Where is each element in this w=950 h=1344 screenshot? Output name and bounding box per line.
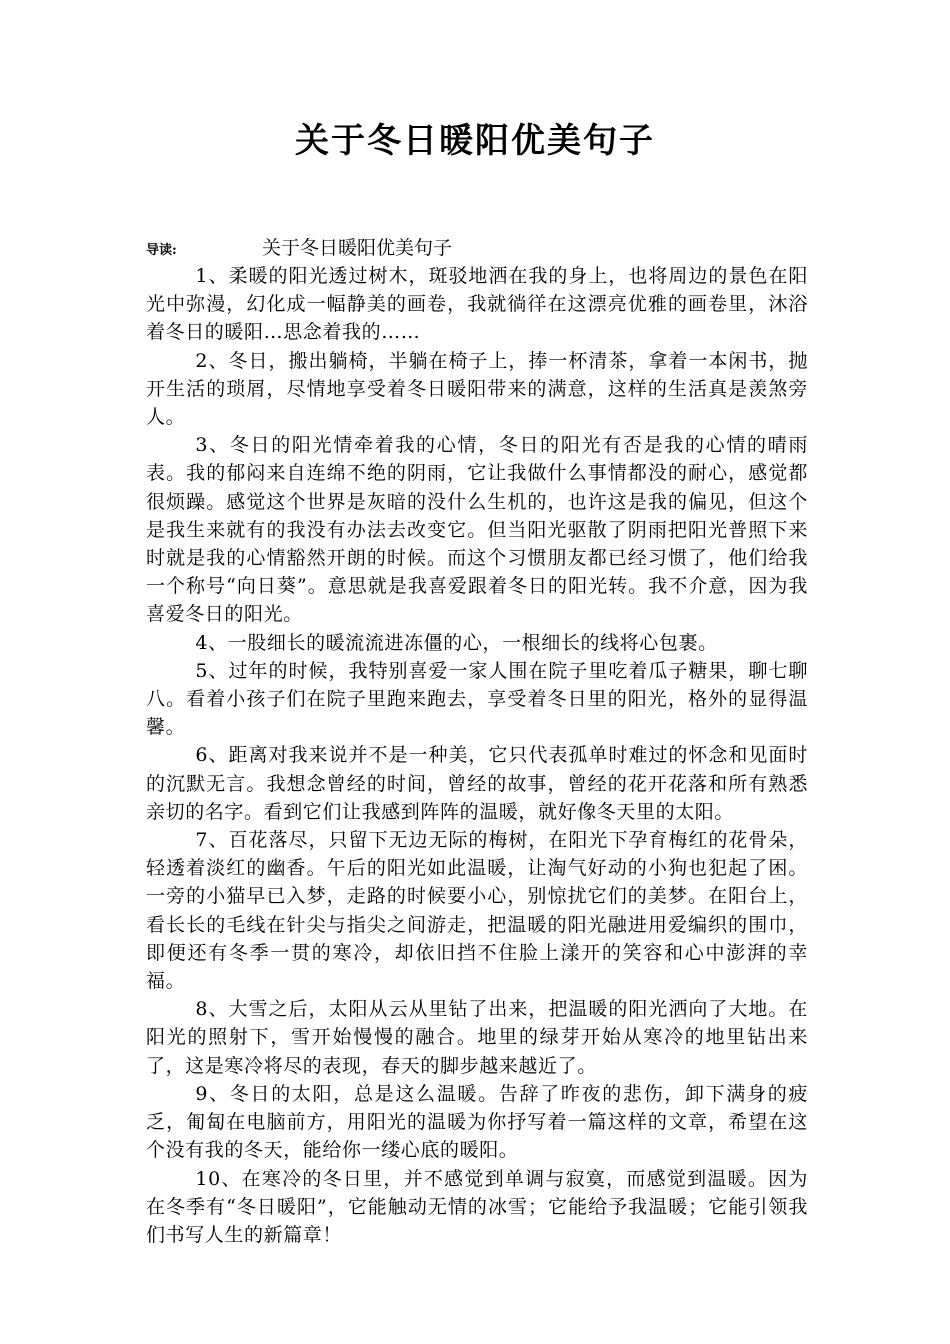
- paragraph-8: 8、大雪之后，太阳从云从里钻了出来，把温暖的阳光洒向了大地。在阳光的照射下，雪开始慢慢的融合。地里的绿芽开始从寒冷的地里钻出来了，这是寒冷将尽的表现，春天的脚步越来越近了。: [146, 998, 808, 1077]
- paragraph-9: 9、冬日的太阳，总是这么温暖。告辞了昨夜的悲伤，卸下满身的疲乏，匍匐在电脑前方，用阳光的温暖为你抒写着一篇这样的文章，希望在这个没有我的冬天，能给你一缕心底的暖阳。: [146, 1082, 808, 1162]
- lead-text: 关于冬日暖阳优美句子: [262, 237, 453, 259]
- paragraph-5: 5、过年的时候，我特别喜爱一家人围在院子里吃着瓜子糖果，聊七聊八。看着小孩子们在院子里跑来跑去，享受着冬日里的阳光，格外的显得温馨。: [146, 659, 808, 739]
- paragraph-3: 3、冬日的阳光情牵着我的心情，冬日的阳光有否是我的心情的晴雨表。我的郁闷来自连绵不绝的阴雨，它让我做什么事情都没的耐心，感觉都很烦躁。感觉这个世界是灰暗的没什么生机的，也许这是我的偏见，但这个是我生来就有的我没有办法去改变它。但当阳光驱散了阴雨把阳光普照下来时就是我的心情豁然开朗的时候。而这个习惯朋友都已经习惯了，他们给我一个称号“向日葵”。意思就是我喜爱跟着冬日的阳光转。我不介意，因为我喜爱冬日的阳光。: [146, 434, 808, 626]
- paragraph-2: 2、冬日，搬出躺椅，半躺在椅子上，捧一杯清茶，拿着一本闲书，抛开生活的琐屑，尽情地享受着冬日暖阳带来的满意，这样的生活真是羡煞旁人。: [146, 349, 808, 429]
- paragraph-7: 7、百花落尽，只留下无边无际的梅树，在阳光下孕育梅红的花骨朵，轻透着淡红的幽香。午后的阳光如此温暖，让淘气好动的小狗也犯起了困。一旁的小猫早已入梦，走路的时候要小心，别惊扰它们的美梦。在阳台上，看长长的毛线在针尖与指尖之间游走，把温暖的阳光融进用爱编织的围巾，即便还有冬季一贯的寒冷，却依旧挡不住脸上漾开的笑容和心中澎湃的幸福。: [146, 829, 808, 993]
- paragraph-6: 6、距离对我来说并不是一种美，它只代表孤单时难过的怀念和见面时的沉默无言。我想念曾经的时间，曾经的故事，曾经的花开花落和所有熟悉亲切的名字。看到它们让我感到阵阵的温暖，就好像冬天里的太阳。: [146, 744, 808, 823]
- document-title: 关于冬日暖阳优美句子: [295, 121, 655, 161]
- document-body: [146, 262, 808, 1249]
- lead-line: [146, 234, 806, 265]
- lead-label: 导读:: [146, 243, 177, 258]
- paragraph-10: 10、在寒冷的冬日里，并不感觉到单调与寂寞，而感觉到温暖。因为在冬季有“冬日暖阳”，它能触动无情的冰雪；它能给予我温暖；它能引领我们书写人生的新篇章！: [146, 1167, 808, 1246]
- paragraph-1: 1、柔暖的阳光透过树木，斑驳地洒在我的身上，也将周边的景色在阳光中弥漫，幻化成一幅静美的画卷，我就徜徉在这漂亮优雅的画卷里，沐浴着冬日的暖阳…思念着我的……: [146, 265, 808, 344]
- paragraph-4: 4、一股细长的暖流流进冻僵的心，一根细长的线将心包裹。: [195, 631, 718, 654]
